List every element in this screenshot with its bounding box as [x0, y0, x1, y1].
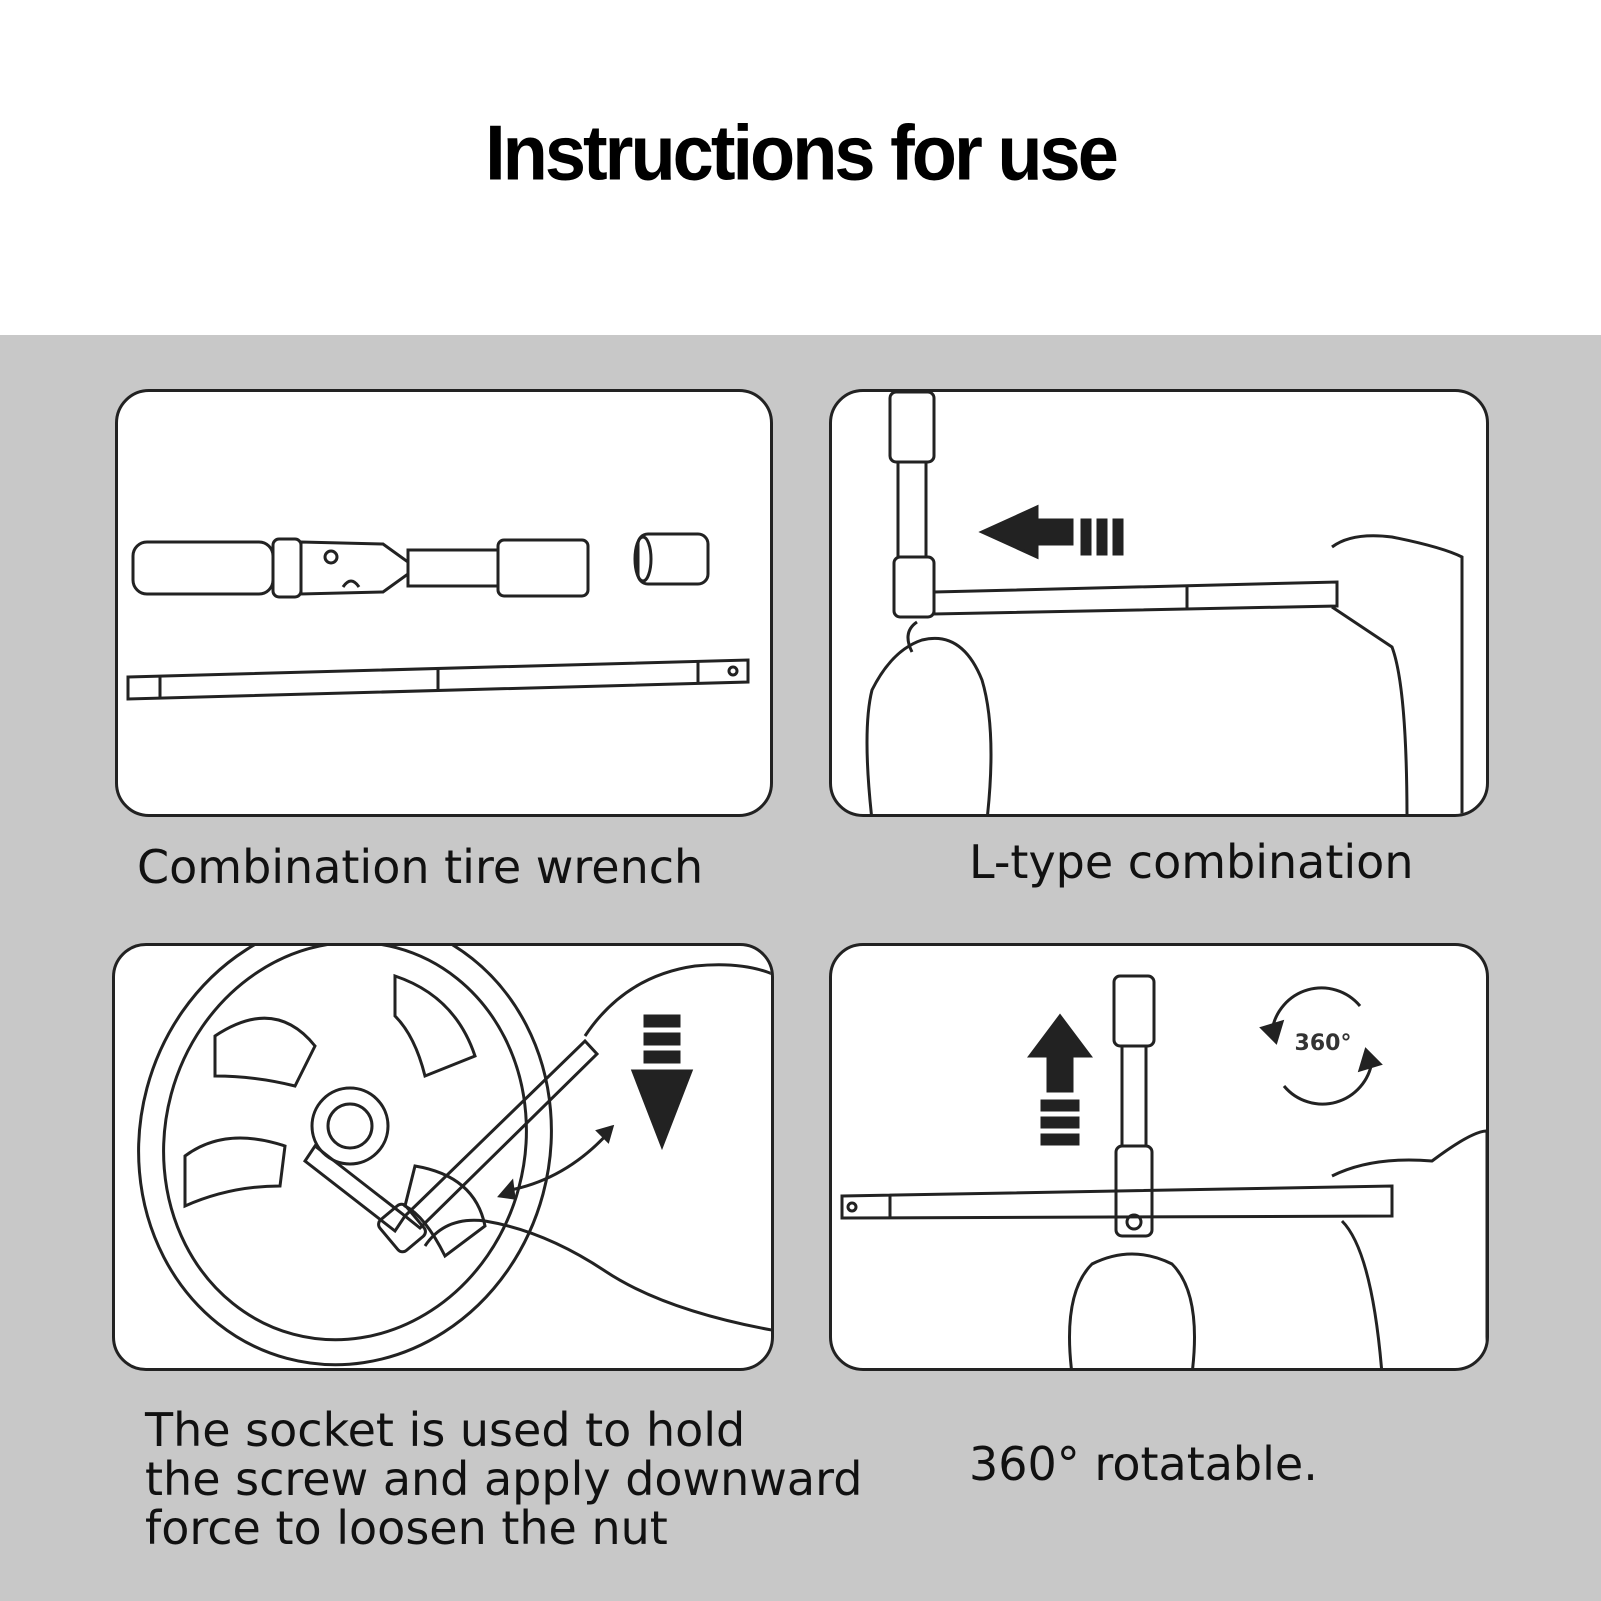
wrench-parts-icon — [118, 392, 773, 817]
caption-rotatable: 360° rotatable. — [969, 1437, 1318, 1491]
caption-l-type: L-type combination — [969, 835, 1414, 889]
panel-combination-wrench — [115, 389, 773, 817]
panel-rotatable — [829, 943, 1489, 1371]
wheel-loosening-icon — [115, 946, 774, 1371]
caption-socket — [145, 1403, 863, 1555]
panel-wheel — [112, 943, 774, 1371]
cross-wrench-icon — [832, 946, 1489, 1371]
caption-combination-wrench: Combination tire wrench — [137, 840, 704, 894]
page-title: Instructions for use — [485, 108, 1116, 197]
l-type-wrench-icon — [832, 392, 1489, 817]
panel-l-type — [829, 389, 1489, 817]
rotation-360-badge: 360° — [1294, 1031, 1352, 1056]
caption-socket-line-1: The socket is used to hold — [145, 1403, 746, 1457]
caption-socket-line-2: the screw and apply downward — [145, 1452, 863, 1506]
caption-socket-line-3: force to loosen the nut — [145, 1501, 668, 1555]
